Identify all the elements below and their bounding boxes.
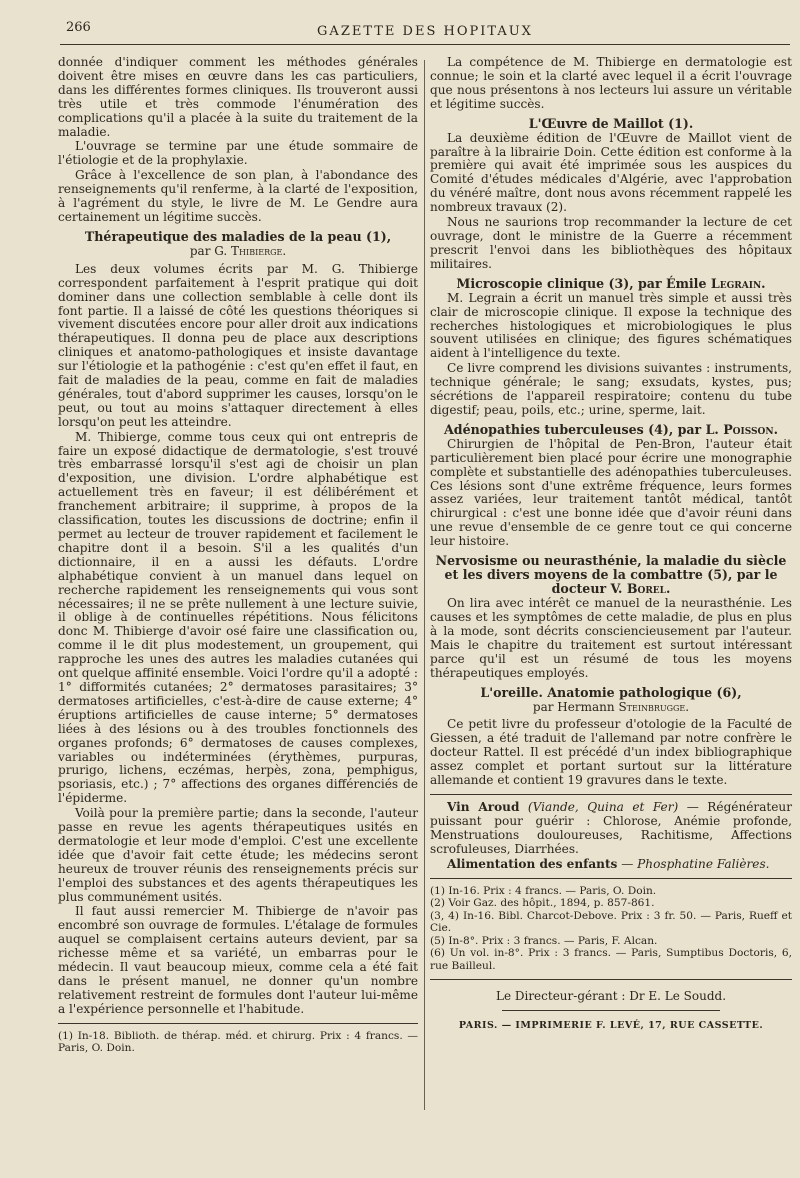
title-author: Poisson. bbox=[723, 421, 778, 437]
review-title-maillot: L'Œuvre de Maillot (1). bbox=[528, 115, 694, 131]
footnote: (5) In-8°. Prix : 3 francs. — Paris, F. Alcan. bbox=[430, 934, 658, 947]
review-title-therapeutique: Thérapeutique des maladies de la peau (1), bbox=[84, 228, 392, 244]
ad-brand: Vin Aroud bbox=[446, 799, 520, 814]
footnote: (6) Un vol. in-8°. Prix : 3 francs. — Paris, Sumptibus Doctoris, 6, rue Bailleul. bbox=[430, 947, 792, 973]
review-paragraph: Il faut aussi remercier M. Thibierge de n'avoir pas encombré son ouvrage de formules. L'étalage de formules auquel se complaisent certains auteurs devient, par sa richesse même et sa variété, un embarras pour le médecin. Il vaut beaucoup mieux, comme cela a été fait dans le présent manuel, ne donner qu'un nombre relativement restreint de formules dont l'auteur lui-même a l'expérience personnelle et l'habitude. bbox=[58, 904, 418, 1016]
review-paragraph: Chirurgien de l'hôpital de Pen-Bron, l'auteur était particulièrement bien placé pour écrire une monographie complète et substantielle des adénopathies tuberculeuses. Ces lésions sont d'une extrême fréquence, leurs formes assez variées, leur traitement tantôt médical, tantôt chirurgical : c'est une bonne idée que d'avoir réuni dans une revue d'ensemble de ce genre tout ce qui concerne leur histoire. bbox=[430, 436, 792, 549]
ad-text: — Phosphatine Falières. bbox=[621, 856, 770, 871]
footnote-list bbox=[430, 885, 792, 973]
review-paragraph: La deuxième édition de l'Œuvre de Maillot vient de paraître à la librairie Doin. Cette édition est conforme à la première qui avait été imprimée sous les auspices du Comité d'études médicales d'Algérie, avec l'approbation du vénéré maître, dont nous avons récemment rappelé les nombreux travaux (2). bbox=[430, 130, 792, 215]
signature-rule bbox=[430, 979, 792, 980]
title-text: Nervosisme ou neurasthénie, la maladie du siècle et les divers moyens de la combattre (5), par le docteur V. bbox=[435, 553, 787, 597]
left-column bbox=[58, 56, 418, 1166]
footnote: (1) In-16. Prix : 4 francs. — Paris, O. Doin. bbox=[430, 884, 657, 897]
byline-prefix: par Hermann bbox=[532, 699, 615, 714]
journal-title: GAZETTE DES HOPITAUX bbox=[317, 24, 533, 39]
review-paragraph: Ce petit livre du professeur d'otologie de la Faculté de Giessen, a été traduit de l'allemand par notre confrère le docteur Rattel. Il est précédé d'un index bibliographique assez complet et portant surtout sur la littérature allemande et contient 19 gravures dans le texte. bbox=[430, 717, 792, 788]
ad-text: — Régénérateur puissant pour guérir : Chlorose, Anémie profonde, Menstruations douloureuses, Rachitisme, Affections scrofuleuses, Diarrhées. bbox=[430, 799, 792, 856]
footnote: (2) Voir Gaz. des hôpit., 1894, p. 857-861. bbox=[430, 897, 655, 910]
intro-paragraph: Grâce à l'excellence de son plan, à l'abondance des renseignements qu'il renferme, à la clarté de l'exposition, à l'agrément du style, le livre de M. Le Gendre aura certainement un légitime succès. bbox=[58, 168, 418, 224]
ad-rule bbox=[430, 794, 792, 795]
ad-subtitle: (Viande, Quina et Fer) bbox=[527, 799, 679, 814]
intro-paragraph: L'ouvrage se termine par une étude sommaire de l'étiologie et de la prophylaxie. bbox=[58, 139, 418, 168]
imprint-rule bbox=[502, 1010, 719, 1011]
column-divider bbox=[424, 60, 425, 1110]
review-paragraph: M. Legrain a écrit un manuel très simple et aussi très clair de microscopie clinique. Il expose la technique des recherches histologiques et microbiologiques le plus souvent utilisées en clinique; des figures schématiques aident à l'intelligence du texte. bbox=[430, 290, 792, 361]
review-title-oreille: L'oreille. Anatomie pathologique (6), bbox=[480, 684, 742, 700]
review-byline bbox=[430, 701, 792, 715]
review-paragraph: Voilà pour la première partie; dans la seconde, l'auteur passe en revue les agents thérapeutiques usités en dermatologie et leur mode d'emploi. C'est une excellente idée que d'avoir fait cette étude; les médecins seront heureux de trouver réunis des renseignements précis sur l'emploi des substances et des agents thérapeutiques les plus communément usités. bbox=[58, 806, 418, 904]
footnote: (3, 4) In-16. Bibl. Charcot-Debove. Prix : 3 fr. 50. — Paris, Rueff et Cie. bbox=[430, 909, 792, 935]
title-author: Legrain. bbox=[710, 275, 766, 291]
review-paragraph: M. Thibierge, comme tous ceux qui ont entrepris de faire un exposé didactique de dermatologie, s'est trouvé très embarrassé lorsqu'il s'est agi de choisir un plan d'exposition, une division. L'ordre alphabétique est actuellement très en faveur; il est délibérément et franchement arbitraire; il supprime, à propos de la classification, toutes les discussions de doctrine; enfin il permet au lecteur de trouver rapidement et facilement le chapitre dont il a besoin. S'il a les qualités d'un dictionnaire, il en a aussi les défauts. L'ordre alphabétique convient à un manuel dans lequel on recherche rapidement les renseignements qui vous sont nécessaires; il ne se prête nullement à une lecture suivie, il oblige à de continuelles répétitions. Nous félicitons donc M. Thibierge d'avoir osé faire une classification ou, comme il le dit plus modestement, un groupement, qui rapproche les unes des autres les maladies cutanées qui ont quelque affinité ensemble. Voici l'ordre qu'il a adopté : 1° difformités cutanées; 2° dermatoses parasitaires; 3° dermatoses artificielles, c'est-à-dire de cause externe; 4° éruptions artificielles de cause interne; 5° dermatoses liées à des lésions ou à des troubles fonctionnels des organes profonds; 6° dermatoses de causes complexes, variables ou indéterminées (érythèmes, purpuras, prurigo, lichens, eczémas, herpès, zona, pemphigus, psoriasis, etc.) ; 7° affections des organes différenciés de l'épiderme. bbox=[58, 429, 418, 806]
review-paragraph: On lira avec intérêt ce manuel de la neurasthénie. Les causes et les symptômes de cette maladie, de plus en plus à la mode, sont décrits consciencieusement par l'auteur. Mais le chapitre du traitement est surtout intéressant parce qu'il est un résumé de tous les moyens thérapeutiques employés. bbox=[430, 596, 792, 680]
printer-imprint: PARIS. — IMPRIMERIE F. LEVÉ, 17, RUE CASSETTE. bbox=[458, 1019, 764, 1031]
review-title-microscopie bbox=[430, 277, 792, 291]
byline-prefix: par G. bbox=[189, 243, 228, 258]
right-column bbox=[430, 56, 792, 1166]
footnote-rule bbox=[58, 1023, 418, 1024]
intro-paragraph: donnée d'indiquer comment les méthodes générales doivent être mises en œuvre dans les cas particuliers, dans les différentes formes cliniques. Ils trouveront aussi très utile et très commode l'énumération des complications qu'il a placée à la suite du traitement de la maladie. bbox=[58, 55, 418, 139]
footnote-rule bbox=[430, 878, 792, 879]
byline-author: Steinbrugge. bbox=[618, 699, 690, 714]
ad-line-vin-aroud bbox=[430, 801, 792, 857]
title-author: Borel. bbox=[626, 581, 671, 597]
review-byline bbox=[58, 245, 418, 259]
title-text: Microscopie clinique (3), par Émile bbox=[456, 275, 707, 291]
review-paragraph: Les deux volumes écrits par M. G. Thibierge correspondent parfaitement à l'esprit pratique qui doit dominer dans une collection semblable à celle dont ils font partie. Il a laissé de côté les questions théoriques si vivement discutées encore pour aller droit aux indications thérapeutiques. Il donna peu de place aux descriptions cliniques et anatomo-pathologiques et insiste davantage sur l'étiologie et la pathogénie : c'est qu'en effet il faut, en fait de maladies de la peau, comme en fait de maladies générales, tout d'abord supprimer les causes, lorsqu'on le peut, ou tout au moins s'attaquer directement à elles lorsqu'on peut les atteindre. bbox=[58, 261, 418, 429]
review-paragraph: Nous ne saurions trop recommander la lecture de cet ouvrage, dont le ministre de la Guerre a récemment prescrit l'envoi dans les bibliothèques des hôpitaux militaires. bbox=[430, 215, 792, 271]
review-title-adenopathies bbox=[430, 423, 792, 437]
ad-line-alimentation bbox=[430, 858, 792, 872]
advertisement bbox=[430, 801, 792, 872]
review-title-nervosisme bbox=[430, 554, 792, 596]
signature: Le Directeur-gérant : Dr E. Le Soudd. bbox=[495, 988, 727, 1003]
footnote: (1) In-18. Biblioth. de thérap. méd. et chirurg. Prix : 4 francs. — Paris, O. Doin. bbox=[58, 1029, 418, 1055]
intro-paragraph: La compétence de M. Thibierge en dermatologie est connue; le soin et la clarté avec lequel il a écrit l'ouvrage que nous présentons à nos lecteurs lui assure un véritable et légitime succès. bbox=[430, 55, 792, 111]
byline-author: Thibierge. bbox=[231, 243, 287, 258]
ad-brand: Alimentation des enfants bbox=[446, 856, 618, 871]
review-paragraph: Ce livre comprend les divisions suivantes : instruments, technique générale; le sang; exsudats, kystes, pus; sécrétions de l'appareil respiratoire; contenu du tube digestif; peau, poils, etc.; urine, sperme, lait. bbox=[430, 361, 792, 417]
page-header bbox=[60, 14, 790, 45]
title-text: Adénopathies tuberculeuses (4), par L. bbox=[444, 421, 719, 437]
page-number: 266 bbox=[66, 20, 91, 35]
